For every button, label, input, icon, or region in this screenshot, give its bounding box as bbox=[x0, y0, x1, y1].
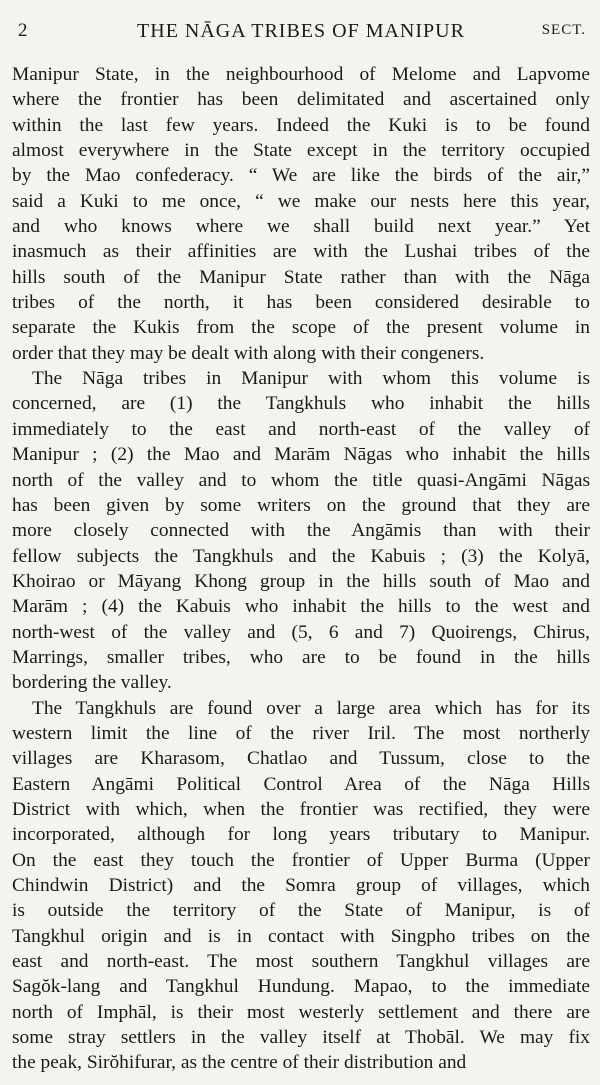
paragraph bbox=[12, 62, 590, 366]
running-head bbox=[12, 20, 590, 46]
text-line: east and north-east. The most southern Tangkhul villages are bbox=[12, 951, 590, 973]
text-line: order that they may be dealt with along with their congeners. bbox=[12, 342, 485, 364]
text-line: On the east they touch the frontier of Upper Burma (Upper bbox=[12, 849, 590, 871]
text-line: tribes of the north, it has been considered desirable to bbox=[12, 292, 590, 314]
section-label: SECT. bbox=[541, 22, 586, 38]
text-line: fellow subjects the Tangkhuls and the Kabuis ; (3) the Kolyā, bbox=[12, 545, 590, 567]
text-line: hills south of the Manipur State rather than with the Nāga bbox=[12, 266, 590, 288]
text-line: Marrings, smaller tribes, who are to be found in the hills bbox=[12, 646, 590, 668]
text-line: is outside the territory of the State of Manipur, is of bbox=[12, 900, 590, 922]
text-line: The Nāga tribes in Manipur with whom this volume is bbox=[32, 368, 590, 390]
text-line: north-west of the valley and (5, 6 and 7) Quoirengs, Chirus, bbox=[12, 621, 590, 643]
text-line: District with which, when the frontier was rectified, they were bbox=[12, 798, 590, 820]
paragraph bbox=[12, 696, 590, 1076]
text-line: Manipur ; (2) the Mao and Marām Nāgas who inhabit the hills bbox=[12, 444, 590, 466]
text-line: almost everywhere in the State except in the territory occupied bbox=[12, 140, 590, 162]
text-line: Marām ; (4) the Kabuis who inhabit the hills to the west and bbox=[12, 596, 590, 618]
text-line: Eastern Angāmi Political Control Area of the Nāga Hills bbox=[12, 773, 590, 795]
text-line: Manipur State, in the neighbourhood of Melome and Lapvome bbox=[12, 64, 590, 85]
text-line: and who knows where we shall build next year.” Yet bbox=[12, 216, 590, 238]
text-line: has been given by some writers on the ground that they are bbox=[12, 494, 590, 516]
paragraph bbox=[12, 366, 590, 695]
text-line: bordering the valley. bbox=[12, 672, 172, 694]
text-line: where the frontier has been delimitated and ascertained only bbox=[12, 89, 590, 111]
text-line: the peak, Sirŏhifurar, as the centre of their distribution and bbox=[12, 1052, 467, 1074]
text-line: villages are Kharasom, Chatlao and Tussum, close to the bbox=[12, 748, 590, 770]
book-title: THE NĀGA TRIBES OF MANIPUR bbox=[137, 20, 465, 42]
text-line: western limit the line of the river Iril. The most northerly bbox=[12, 722, 590, 744]
page-number: 2 bbox=[18, 20, 28, 41]
text-line: north of the valley and to whom the title quasi-Angāmi Nāgas bbox=[12, 469, 590, 491]
text-line: Sagŏk-lang and Tangkhul Hundung. Mapao, to the immediate bbox=[12, 976, 590, 998]
body-text bbox=[12, 62, 590, 1076]
text-line: some stray settlers in the valley itself at Thobāl. We may fix bbox=[12, 1027, 590, 1049]
text-line: Tangkhul origin and is in contact with Singpho tribes on the bbox=[12, 925, 590, 947]
text-line: said a Kuki to me once, “ we make our nests here this year, bbox=[12, 190, 590, 212]
text-line: Chindwin District) and the Somra group of villages, which bbox=[12, 875, 590, 896]
text-line: inasmuch as their affinities are with the Lushai tribes of the bbox=[12, 241, 590, 263]
text-line: Khoirao or Māyang Khong group in the hills south of Mao and bbox=[12, 570, 590, 592]
text-line: separate the Kukis from the scope of the present volume in bbox=[12, 317, 590, 339]
text-line: concerned, are (1) the Tangkhuls who inhabit the hills bbox=[12, 393, 590, 415]
text-line: incorporated, although for long years tributary to Manipur. bbox=[12, 824, 590, 846]
text-line: by the Mao confederacy. “ We are like the birds of the air,” bbox=[12, 165, 590, 187]
text-line: north of Imphāl, is their most westerly settlement and there are bbox=[12, 1001, 590, 1023]
text-line: more closely connected with the Angāmis than with their bbox=[12, 520, 590, 542]
text-line: immediately to the east and north-east of the valley of bbox=[12, 418, 590, 440]
text-line: within the last few years. Indeed the Kuki is to be found bbox=[12, 114, 590, 136]
text-line: The Tangkhuls are found over a large area which has for its bbox=[32, 697, 590, 719]
